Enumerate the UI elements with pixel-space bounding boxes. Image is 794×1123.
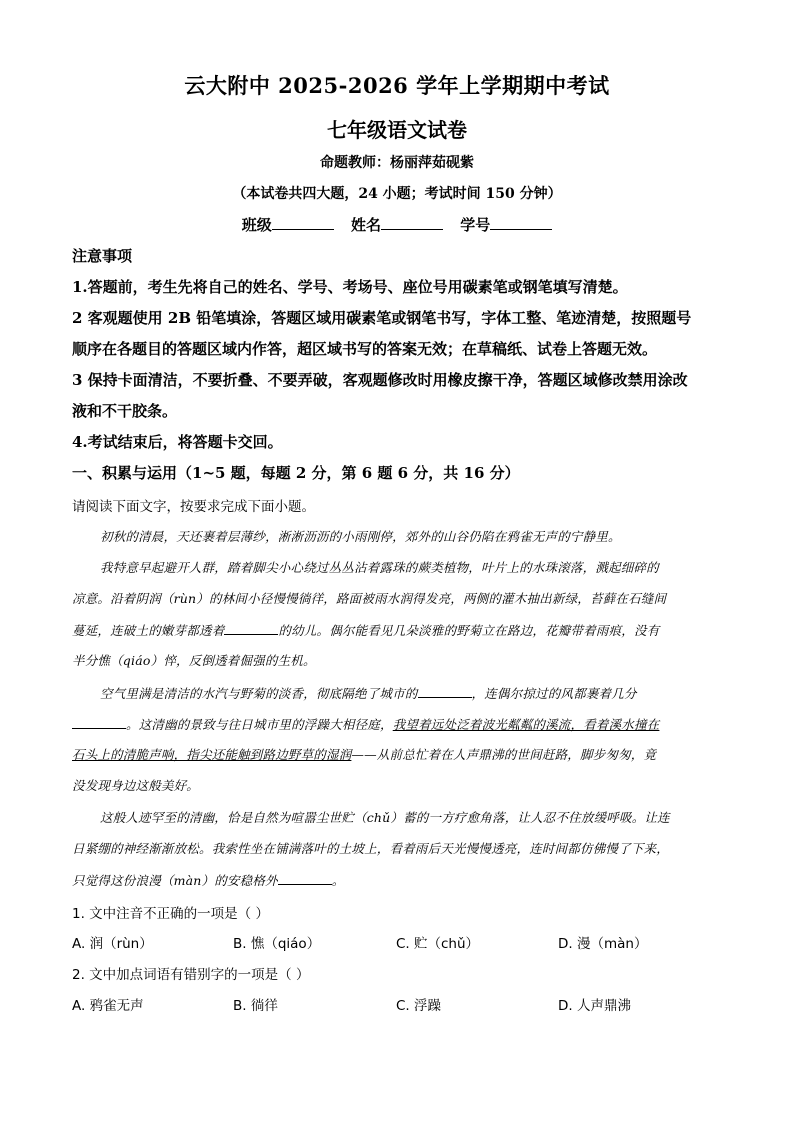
fill-blank xyxy=(278,870,332,885)
option-c[interactable]: C. 贮（chǔ） xyxy=(396,936,480,952)
notice-heading: 注意事项 xyxy=(72,247,133,265)
passage-line: 这般人迹罕至的清幽，恰是自然为喧嚣尘世贮（chǔ）蓄的一方疗愈角落，让人忍不住放缓呼吸。让连 xyxy=(100,810,670,825)
name-blank xyxy=(381,215,443,230)
name-label: 姓名 xyxy=(350,216,381,234)
passage-text: ，连偶尔掠过的风都裹着几分 xyxy=(471,686,637,701)
notice-line: 顺序在各题目的答题区域内作答，超区域书写的答案无效；在草稿纸、试卷上答题无效。 xyxy=(72,340,658,358)
passage-line: 半分憔（qiáo）悴，反倒透着倔强的生机。 xyxy=(72,653,316,668)
passage-line: 我特意早起避开人群，踏着脚尖小心绕过丛丛沾着露珠的蕨类植物，叶片上的水珠滚落，溅起细碎的 xyxy=(100,560,659,575)
option-d[interactable]: D. 人声鼎沸 xyxy=(558,998,631,1014)
question-stem: 2. 文中加点词语有错别字的一项是（ ） xyxy=(72,967,310,983)
underlined-sentence: 我望着远处泛着波光粼粼的溪流，看着溪水撞在 xyxy=(392,717,660,732)
passage-line: 初秋的清晨，天还裹着层薄纱，淅淅沥沥的小雨刚停，郊外的山谷仍陷在鸦雀无声的宁静里。 xyxy=(100,529,621,544)
passage-line: 没发现身边这般美好。 xyxy=(72,778,200,793)
class-blank xyxy=(272,215,334,230)
passage-line xyxy=(100,683,730,702)
passage-line xyxy=(72,620,732,639)
class-label: 班级 xyxy=(241,216,272,234)
student-info-fields xyxy=(0,214,794,235)
fill-blank xyxy=(418,683,472,698)
section-heading: 一、积累与运用（1~5 题，每题 2 分，第 6 题 6 分，共 16 分） xyxy=(72,464,520,482)
notice-line: 2 客观题使用 2B 铅笔填涂，答题区域用碳素笔或钢笔书写，字体工整、笔迹清楚，按照题号 xyxy=(72,309,692,327)
exam-author: 命题教师：杨丽萍茹砚紫 xyxy=(320,155,474,171)
notice-line: 液和不干胶条。 xyxy=(72,402,178,420)
notice-line: 1.答题前，考生先将自己的姓名、学号、考场号、座位号用碳素笔或钢笔填写清楚。 xyxy=(72,278,628,296)
option-b[interactable]: B. 憔（qiáo） xyxy=(233,936,321,952)
option-b[interactable]: B. 徜徉 xyxy=(233,998,278,1014)
notice-line: 4.考试结束后，将答题卡交回。 xyxy=(72,433,283,451)
passage-line: 日紧绷的神经渐渐放松。我索性坐在铺满落叶的土坡上，看着雨后天光慢慢透亮，连时间都仿佛慢了下来， xyxy=(72,841,669,856)
passage-text: 。这清幽的景致与往日城市里的浮躁大相径庭， xyxy=(126,717,393,732)
fill-blank xyxy=(224,620,278,635)
passage-line: 凉意。沿着阴润（rùn）的林间小径慢慢徜徉，路面被雨水润得发亮，两侧的灌木抽出新绿，苔藓在石缝间 xyxy=(72,591,667,606)
underlined-sentence: 石头上的清脆声响，指尖还能触到路边野草的湿润 xyxy=(72,747,352,762)
passage-line xyxy=(72,870,732,889)
option-a[interactable]: A. 鸦雀无声 xyxy=(72,998,144,1014)
passage-text: 空气里满是清洁的水汽与野菊的淡香，彻底隔绝了城市的 xyxy=(100,686,418,701)
exam-subtitle: 七年级语文试卷 xyxy=(327,118,467,142)
exam-meta: （本试卷共四大题，24 小题；考试时间 150 分钟） xyxy=(232,186,562,202)
fill-blank xyxy=(72,714,126,729)
exam-title: 云大附中 2025-2026 学年上学期期中考试 xyxy=(184,73,610,98)
option-d[interactable]: D. 漫（màn） xyxy=(558,936,648,952)
passage-line xyxy=(72,714,732,733)
passage-text: 的幼儿。偶尔能看见几朵淡雅的野菊立在路边，花瓣带着雨痕，没有 xyxy=(278,623,660,638)
option-a[interactable]: A. 润（rùn） xyxy=(72,936,153,952)
id-label: 学号 xyxy=(460,216,491,234)
passage-text: ——从前总忙着在人声鼎沸的世间赶路，脚步匆匆，竟 xyxy=(351,747,657,762)
option-c[interactable]: C. 浮躁 xyxy=(396,998,442,1014)
notice-line: 3 保持卡面清洁，不要折叠、不要弄破，客观题修改时用橡皮擦干净，答题区域修改禁用涂改 xyxy=(72,371,688,389)
passage-text: 只觉得这份浪漫（màn）的安稳格外 xyxy=(72,873,278,888)
passage-text: 蔓延，连破土的嫩芽都透着 xyxy=(72,623,225,638)
section-instruction: 请阅读下面文字，按要求完成下面小题。 xyxy=(72,499,315,515)
passage-text: 。 xyxy=(331,873,345,888)
passage-line xyxy=(72,745,732,763)
question-stem: 1. 文中注音不正确的一项是（ ） xyxy=(72,906,269,922)
id-blank xyxy=(490,215,552,230)
